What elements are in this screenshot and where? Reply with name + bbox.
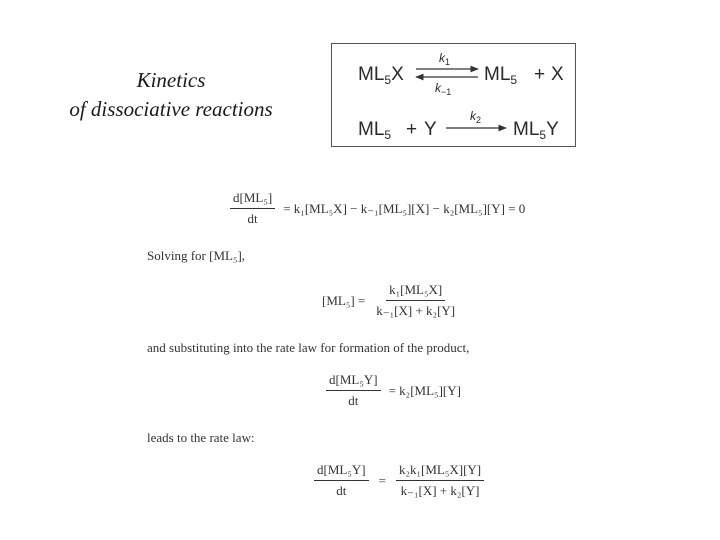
text-leads-to: leads to the rate law: (147, 430, 255, 445)
eq4-rhs-denominator: k₋₁[X] + k₂[Y] (400, 483, 480, 498)
title-line-2: of dissociative reactions (69, 97, 273, 121)
eq4-rhs-fraction (396, 462, 484, 499)
reaction-scheme-box (331, 43, 576, 147)
r1-k-reverse: $k_{-1}$ (435, 81, 452, 97)
eq4-equals: = (378, 472, 386, 488)
eq3-denominator: dt (348, 393, 359, 408)
r2-reactant-1: $ML_5$ (358, 119, 392, 142)
eq3-numerator: d[ML₅Y] (326, 372, 381, 391)
text-substituting: and substituting into the rate law for formation of the product, (147, 340, 470, 355)
eq4-derivative (314, 462, 369, 499)
eq3-derivative (326, 372, 381, 409)
eq1-rhs: = k₁[ML₅X] − k₋₁[ML₅][X] − k₂[ML₅][Y] = 0 (283, 200, 526, 216)
eq2-numerator: k₁[ML₅X] (386, 282, 445, 301)
r2-reactant-2: Y (424, 119, 437, 140)
steady-state-expression (322, 282, 464, 319)
eq1-denominator: dt (247, 211, 258, 226)
reaction-scheme (332, 44, 577, 148)
eq1-numerator: d[ML₅] (230, 190, 275, 209)
r1-k-forward: $k_1$ (439, 51, 451, 67)
slide-title (36, 66, 306, 124)
product-rate-law (320, 372, 461, 409)
text-solving: Solving for [ML₅], (147, 248, 246, 263)
eq4-denominator: dt (336, 483, 347, 498)
eq3-rhs: = k₂[ML₅][Y] (388, 382, 461, 398)
eq4-numerator: d[ML₅Y] (314, 462, 369, 481)
r1-product-1: $ML_5$ (484, 64, 518, 87)
eq2-denominator: k₋₁[X] + k₂[Y] (376, 303, 456, 318)
r1-plus: + (534, 64, 546, 85)
r1-reactant: $ML_5X$ (358, 64, 404, 87)
r1-product-2: X (551, 64, 564, 85)
eq1-derivative (230, 190, 275, 227)
rate-equation-ml5 (224, 190, 525, 227)
final-rate-law (308, 462, 490, 499)
r2-plus: + (406, 119, 418, 140)
r2-product: $ML_5Y$ (513, 119, 559, 142)
r2-k: $k_2$ (470, 109, 482, 125)
title-line-1: Kinetics (136, 68, 206, 92)
eq2-lhs: [ML₅] = (322, 292, 366, 308)
eq2-fraction (373, 282, 458, 319)
eq4-rhs-numerator: k₂k₁[ML₅X][Y] (396, 462, 484, 481)
